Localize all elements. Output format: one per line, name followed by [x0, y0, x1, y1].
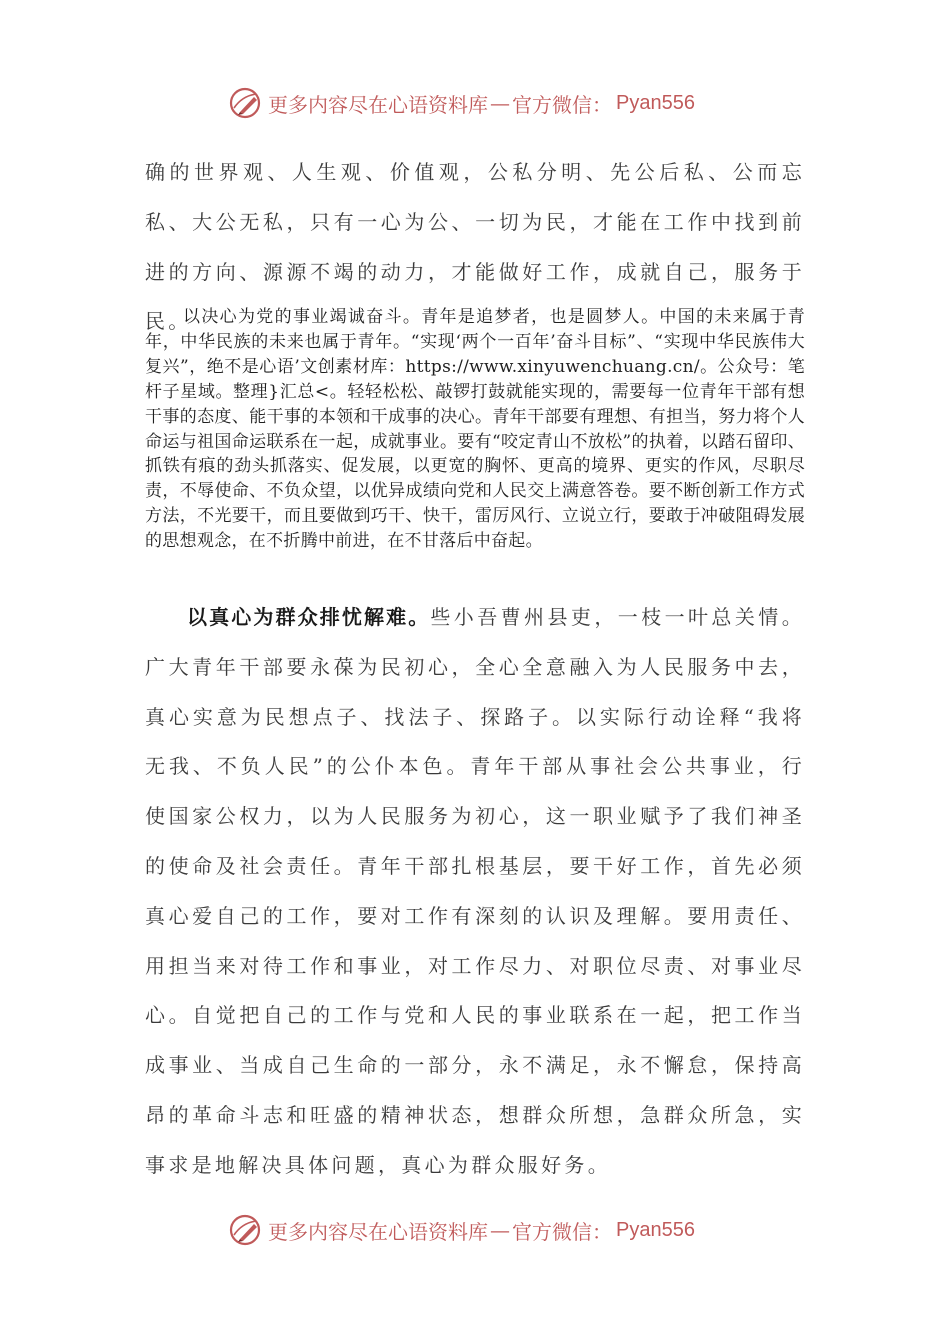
paragraph-2	[145, 305, 805, 554]
footer-brand-text: 更多内容尽在心语资料库	[268, 1219, 488, 1244]
pen-logo-icon	[228, 1213, 262, 1247]
header-wechat-id: Pyan556	[616, 91, 695, 114]
header-banner	[228, 82, 748, 124]
footer-dash: —	[490, 1218, 510, 1242]
header-wechat-label: 官方微信：	[512, 92, 612, 117]
paragraph-1-text: 确的世界观、人生观、价值观，公私分明、先公后私、公而忘私、大公无私，只有一心为公、一切为民，才能在工作中找到前进的方向、源源不竭的动力，才能做好工作，成就自己，服务于民。	[145, 160, 805, 334]
footer-wechat-label: 官方微信：	[512, 1219, 612, 1244]
paragraph-3-heading: 以真心为群众排忧解难。	[187, 605, 431, 629]
pen-logo-icon	[228, 86, 262, 120]
header-brand-text: 更多内容尽在心语资料库	[268, 92, 488, 117]
footer-wechat-id: Pyan556	[616, 1218, 695, 1241]
paragraph-3-text	[145, 593, 805, 1191]
paragraph-2-text: 以决心为党的事业竭诚奋斗。青年是追梦者，也是圆梦人。中国的未来属于青年，中华民族的未来也属于青年。“实现‘两个一百年’奋斗目标”、“实现中华民族伟大复兴”，绝不是心语’文创素材库：https://www.xinyuwenchuang.cn/。公众号：笔杆子星域。整理}汇总<。轻轻松松、敲锣打鼓就能实现的，需要每一位青年干部有想干事的态度、能干事的本领和干成事的决心。青年干部要有理想、有担当，努力将个人命运与祖国命运联系在一起，成就事业。要有“咬定青山不放松”的执着，以踏石留印、抓铁有痕的劲头抓落实、促发展，以更宽的胸怀、更高的境界、更实的作风，尽职尽责，不辱使命、不负众望，以优异成绩向党和人民交上满意答卷。要不断创新工作方式方法，不光要干，而且要做到巧干、快干，雷厉风行、立说立行，要敢于冲破阻碍发展的思想观念，在不折腾中前进，在不甘落后中奋起。	[145, 307, 805, 552]
paragraph-3	[145, 593, 805, 1191]
header-dash: —	[490, 91, 510, 115]
footer-banner	[228, 1209, 748, 1251]
paragraph-3-body: 些小吾曹州县吏，一枝一叶总关情。广大青年干部要永葆为民初心，全心全意融入为人民服务中去，真心实意为民想点子、找法子、探路子。以实际行动诠释“我将无我、不负人民”的公仆本色。青年干部从事社会公共事业，行使国家公权力，以为人民服务为初心，这一职业赋予了我们神圣的使命及社会责任。青年干部扎根基层，要干好工作，首先必须真心爱自己的工作，要对工作有深刻的认识及理解。要用责任、用担当来对待工作和事业，对工作尽力、对职位尽责、对事业尽心。自觉把自己的工作与党和人民的事业联系在一起，把工作当成事业、当成自己生命的一部分，永不满足，永不懈怠，保持高昂的革命斗志和旺盛的精神状态，想群众所想，急群众所急，实事求是地解决具体问题，真心为群众服好务。	[145, 605, 805, 1177]
